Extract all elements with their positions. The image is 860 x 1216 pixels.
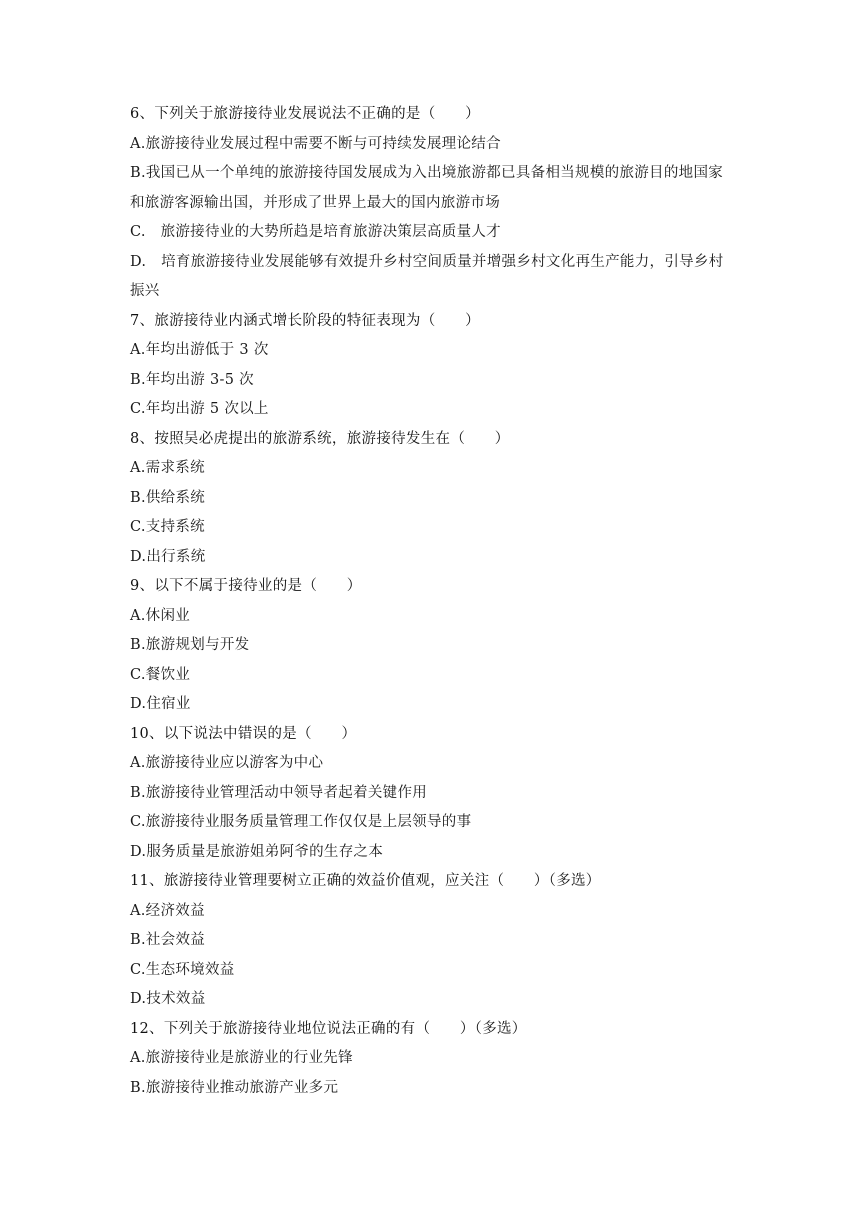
question-7-option-b: B.年均出游 3-5 次 <box>130 371 254 388</box>
question-12-option-a: A.旅游接待业是旅游业的行业先锋 <box>130 1050 353 1066</box>
question-7-option-a: A.年均出游低于 3 次 <box>130 342 269 358</box>
question-8-option-d: D.出行系统 <box>130 548 206 565</box>
question-11-option-c: C.生态环境效益 <box>130 961 235 978</box>
question-11-option-b: B.社会效益 <box>130 932 206 948</box>
question-7-stem: 7、旅游接待业内涵式增长阶段的特征表现为（ ） <box>130 312 480 329</box>
question-9-stem: 9、以下不属于接待业的是（ ） <box>130 578 362 594</box>
question-10-option-a: A.旅游接待业应以游客为中心 <box>130 755 324 771</box>
question-12-option-b: B.旅游接待业推动旅游产业多元 <box>130 1079 339 1096</box>
question-6-stem: 6、下列关于旅游接待业发展说法不正确的是（ ） <box>130 106 480 122</box>
question-10-option-b: B.旅游接待业管理活动中领导者起着关键作用 <box>130 784 428 801</box>
question-10-option-c: C.旅游接待业服务质量管理工作仅仅是上层领导的事 <box>130 814 472 830</box>
question-8-option-a: A.需求系统 <box>130 460 205 476</box>
question-11-option-d: D.技术效益 <box>130 991 206 1007</box>
question-11-option-a: A.经济效益 <box>130 902 205 919</box>
question-6-option-a: A.旅游接待业发展过程中需要不断与可持续发展理论结合 <box>130 135 501 152</box>
question-8-option-c: C.支持系统 <box>130 519 205 535</box>
question-9-option-d: D.住宿业 <box>130 696 191 712</box>
question-8-stem: 8、按照吴必虎提出的旅游系统，旅游接待发生在（ ） <box>130 430 510 447</box>
question-7-option-c: C.年均出游 5 次以上 <box>130 401 269 417</box>
question-6-option-b: B.我国已从一个单纯的旅游接待国发展成为入出境旅游都已具备相当规模的旅游目的地国家和旅游客源输出国，并形成了世界上最大的国内旅游市场 <box>130 165 724 211</box>
question-10-option-d: D.服务质量是旅游姐弟阿爷的生存之本 <box>130 843 384 860</box>
question-9-option-b: B.旅游规划与开发 <box>130 637 250 653</box>
question-9-option-a: A.休闲业 <box>130 607 191 624</box>
question-list <box>130 100 735 1103</box>
question-10-stem: 10、以下说法中错误的是（ ） <box>130 725 357 742</box>
question-8-option-b: B.供给系统 <box>130 489 206 506</box>
question-11-stem: 11、旅游接待业管理要树立正确的效益价值观，应关注（ ）（多选） <box>130 873 601 889</box>
question-6-option-c: C. 旅游接待业的大势所趋是培育旅游决策层高质量人才 <box>130 224 501 240</box>
question-6-option-d: D. 培育旅游接待业发展能够有效提升乡村空间质量并增强乡村文化再生产能力，引导乡村振兴 <box>130 253 724 299</box>
question-9-option-c: C.餐饮业 <box>130 666 191 683</box>
question-12-stem: 12、下列关于旅游接待业地位说法正确的有（ ）（多选） <box>130 1020 527 1037</box>
